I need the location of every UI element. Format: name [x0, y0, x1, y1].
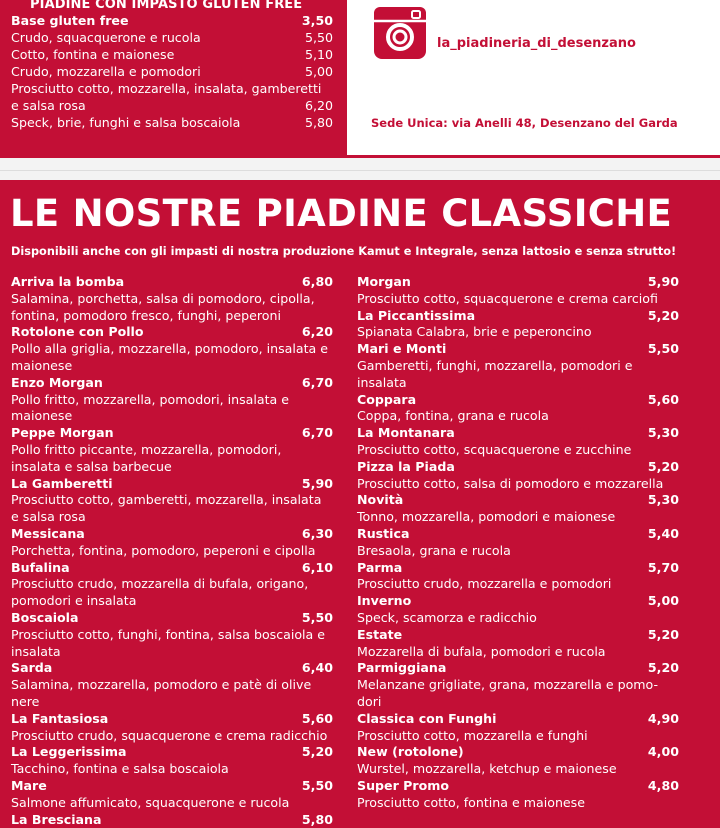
menu-item-price: 6,70: [302, 375, 333, 392]
menu-item-description: Salamina, porchetta, salsa di pomodoro, cipolla, fontina, pomodoro fresco, funghi, peperoni: [11, 291, 333, 325]
menu-item-description: Salmone affumicato, squacquerone e rucola: [11, 795, 333, 812]
menu-item-name: Super Promo: [357, 778, 449, 795]
menu-item-name: Classica con Funghi: [357, 711, 496, 728]
menu-item-price: 5,50: [302, 610, 333, 627]
menu-item-name: La Leggerissima: [11, 744, 127, 761]
section-divider: [0, 158, 720, 180]
address: Sede Unica: via Anelli 48, Desenzano del Garda: [371, 116, 678, 130]
menu-item-header: [11, 526, 333, 543]
menu-item-name: Peppe Morgan: [11, 425, 114, 442]
item-name: Cotto, fontina e maionese: [11, 47, 174, 63]
menu-item-name: Novità: [357, 492, 403, 509]
menu-item-name: Parmiggiana: [357, 660, 446, 677]
menu-item-description: Prosciutto cotto, fontina e maionese: [357, 795, 679, 812]
menu-item-description: Melanzane grigliate, grana, mozzarella e pomo-dori: [357, 677, 679, 711]
menu-item-name: Mare: [11, 778, 47, 795]
menu-item-name: Rustica: [357, 526, 409, 543]
menu-item-price: 6,20: [302, 324, 333, 341]
menu-column-left: [11, 274, 333, 828]
item-price: 5,50: [305, 30, 333, 46]
menu-item-price: 5,80: [302, 812, 333, 828]
item-name: Crudo, squacquerone e rucola: [11, 30, 201, 46]
menu-item-description: Prosciutto cotto, scquacquerone e zucchine: [357, 442, 679, 459]
menu-item-description: Wurstel, mozzarella, ketchup e maionese: [357, 761, 679, 778]
menu-item-description: Prosciutto cotto, salsa di pomodoro e mozzarella: [357, 476, 679, 493]
menu-item-name: La Montanara: [357, 425, 455, 442]
menu-item-description: Speck, scamorza e radicchio: [357, 610, 679, 627]
menu-item: [11, 812, 333, 828]
menu-item-header: [11, 476, 333, 493]
menu-item-header: [11, 812, 333, 828]
menu-item-price: 6,80: [302, 274, 333, 291]
menu-item-header: [11, 610, 333, 627]
item-price: 5,00: [305, 64, 333, 80]
menu-item-description: Bresaola, grana e rucola: [357, 543, 679, 560]
menu-item: [357, 526, 679, 560]
menu-item-price: 6,70: [302, 425, 333, 442]
menu-item: [11, 660, 333, 710]
classic-title: LE NOSTRE PIADINE CLASSICHE: [10, 192, 672, 235]
menu-item-name: Messicana: [11, 526, 85, 543]
menu-item-header: [357, 492, 679, 509]
menu-item-price: 5,20: [648, 627, 679, 644]
menu-item: [357, 274, 679, 308]
menu-item-price: 6,10: [302, 560, 333, 577]
menu-item-price: 5,20: [648, 459, 679, 476]
menu-item-header: [357, 560, 679, 577]
menu-item-name: Sarda: [11, 660, 52, 677]
menu-item-name: La Piccantissima: [357, 308, 475, 325]
menu-item: [357, 593, 679, 627]
menu-item: [11, 274, 333, 324]
item-price: 6,20: [305, 98, 333, 114]
instagram-handle[interactable]: la_piadineria_di_desenzano: [437, 36, 636, 51]
classic-subtitle: Disponibili anche con gli impasti di nostra produzione Kamut e Integrale, senza lattosio e senza strutto!: [11, 245, 676, 258]
menu-item: [357, 492, 679, 526]
gluten-free-title: PIADINE CON IMPASTO GLUTEN FREE: [30, 0, 302, 12]
menu-item: [357, 341, 679, 391]
menu-item-price: 5,40: [648, 526, 679, 543]
menu-item-description: Pollo fritto piccante, mozzarella, pomodori, insalata e salsa barbecue: [11, 442, 333, 476]
menu-item-description: Spianata Calabra, brie e peperoncino: [357, 324, 679, 341]
contact-panel: [347, 0, 720, 155]
menu-item: [11, 560, 333, 610]
menu-item-name: Rotolone con Pollo: [11, 324, 144, 341]
menu-item-price: 5,60: [648, 392, 679, 409]
menu-item-header: [357, 341, 679, 358]
menu-item-header: [11, 660, 333, 677]
menu-item-description: Prosciutto cotto, mozzarella e funghi: [357, 728, 679, 745]
menu-item: [11, 476, 333, 526]
menu-item-price: 5,90: [648, 274, 679, 291]
menu-item-header: [11, 711, 333, 728]
menu-item-header: [357, 274, 679, 291]
item-name: Speck, brie, funghi e salsa boscaiola: [11, 115, 240, 131]
divider-line: [0, 170, 720, 171]
menu-item: [357, 308, 679, 342]
menu-item: [11, 526, 333, 560]
menu-item-header: [11, 375, 333, 392]
menu-item-header: [357, 526, 679, 543]
menu-item-description: Gamberetti, funghi, mozzarella, pomodori e insalata: [357, 358, 679, 392]
menu-item-price: 5,00: [648, 593, 679, 610]
menu-item-header: [357, 660, 679, 677]
menu-item-name: Inverno: [357, 593, 411, 610]
menu-item-description: Tacchino, fontina e salsa boscaiola: [11, 761, 333, 778]
menu-item-header: [357, 778, 679, 795]
menu-item-name: Arriva la bomba: [11, 274, 124, 291]
menu-column-right: [357, 274, 679, 812]
menu-item-header: [11, 744, 333, 761]
item-name: Base gluten free: [11, 13, 129, 29]
menu-item-name: La Fantasiosa: [11, 711, 108, 728]
menu-item-header: [357, 459, 679, 476]
menu-item: [357, 778, 679, 812]
menu-item-price: 5,50: [648, 341, 679, 358]
item-price: 3,50: [302, 13, 333, 29]
menu-item-price: 5,20: [648, 308, 679, 325]
menu-item-header: [357, 744, 679, 761]
instagram-icon[interactable]: [374, 7, 426, 59]
menu-item: [357, 660, 679, 710]
menu-item-name: Coppara: [357, 392, 416, 409]
menu-item: [11, 610, 333, 660]
menu-item-price: 5,30: [648, 492, 679, 509]
menu-item-price: 4,80: [648, 778, 679, 795]
menu-item-description: Prosciutto crudo, squacquerone e crema radicchio: [11, 728, 333, 745]
menu-item-name: Bufalina: [11, 560, 70, 577]
menu-item-header: [357, 425, 679, 442]
menu-item-price: 5,20: [302, 744, 333, 761]
menu-item-name: Pizza la Piada: [357, 459, 455, 476]
menu-item-description: Prosciutto cotto, squacquerone e crema carciofi: [357, 291, 679, 308]
menu-item-description: Pollo fritto, mozzarella, pomodori, insalata e maionese: [11, 392, 333, 426]
menu-item: [357, 425, 679, 459]
menu-item-price: 5,50: [302, 778, 333, 795]
menu-item-header: [11, 425, 333, 442]
menu-item-header: [11, 560, 333, 577]
menu-item-name: Mari e Monti: [357, 341, 446, 358]
menu-item-price: 6,40: [302, 660, 333, 677]
menu-item-description: Prosciutto crudo, mozzarella e pomodori: [357, 576, 679, 593]
menu-item-name: New (rotolone): [357, 744, 464, 761]
menu-item-header: [11, 778, 333, 795]
menu-item: [11, 375, 333, 425]
menu-item-price: 5,70: [648, 560, 679, 577]
menu-item-description: Mozzarella di bufala, pomodori e rucola: [357, 644, 679, 661]
menu-item-price: 6,30: [302, 526, 333, 543]
menu-item: [357, 627, 679, 661]
item-name: Prosciutto cotto, mozzarella, insalata, gamberetti: [11, 81, 321, 97]
item-price: 5,10: [305, 47, 333, 63]
menu-item: [11, 778, 333, 812]
menu-item-header: [357, 392, 679, 409]
menu-item-description: Pollo alla griglia, mozzarella, pomodoro, insalata e maionese: [11, 341, 333, 375]
menu-item: [357, 744, 679, 778]
menu-item-price: 5,60: [302, 711, 333, 728]
item-name: Crudo, mozzarella e pomodori: [11, 64, 201, 80]
menu-item-header: [357, 308, 679, 325]
menu-item: [357, 459, 679, 493]
menu-item-price: 5,30: [648, 425, 679, 442]
menu-item-name: Parma: [357, 560, 402, 577]
menu-item: [11, 324, 333, 374]
menu-item-price: 5,20: [648, 660, 679, 677]
item-name: e salsa rosa: [11, 98, 86, 114]
menu-item-header: [11, 274, 333, 291]
menu-item-header: [357, 593, 679, 610]
menu-item-price: 5,90: [302, 476, 333, 493]
menu-item-name: Boscaiola: [11, 610, 79, 627]
menu-item-name: Enzo Morgan: [11, 375, 103, 392]
menu-item-description: Prosciutto cotto, gamberetti, mozzarella, insalata e salsa rosa: [11, 492, 333, 526]
menu-item-price: 4,90: [648, 711, 679, 728]
menu-item-description: Prosciutto crudo, mozzarella di bufala, origano, pomodori e insalata: [11, 576, 333, 610]
menu-item-name: Estate: [357, 627, 402, 644]
menu-item-name: Morgan: [357, 274, 411, 291]
menu-item-header: [357, 627, 679, 644]
menu-item-description: Prosciutto cotto, funghi, fontina, salsa boscaiola e insalata: [11, 627, 333, 661]
menu-item-price: 4,00: [648, 744, 679, 761]
menu-item-description: Coppa, fontina, grana e rucola: [357, 408, 679, 425]
menu-item-name: La Bresciana: [11, 812, 102, 828]
menu-item: [11, 744, 333, 778]
menu-item-name: La Gamberetti: [11, 476, 113, 493]
item-price: 5,80: [305, 115, 333, 131]
menu-item-description: Porchetta, fontina, pomodoro, peperoni e cipolla: [11, 543, 333, 560]
menu-item-header: [357, 711, 679, 728]
menu-item: [11, 711, 333, 745]
menu-item-description: Salamina, mozzarella, pomodoro e patè di olive nere: [11, 677, 333, 711]
menu-item: [357, 392, 679, 426]
menu-item: [357, 560, 679, 594]
menu-item-description: Tonno, mozzarella, pomodori e maionese: [357, 509, 679, 526]
menu-item: [357, 711, 679, 745]
menu-item: [11, 425, 333, 475]
menu-item-header: [11, 324, 333, 341]
